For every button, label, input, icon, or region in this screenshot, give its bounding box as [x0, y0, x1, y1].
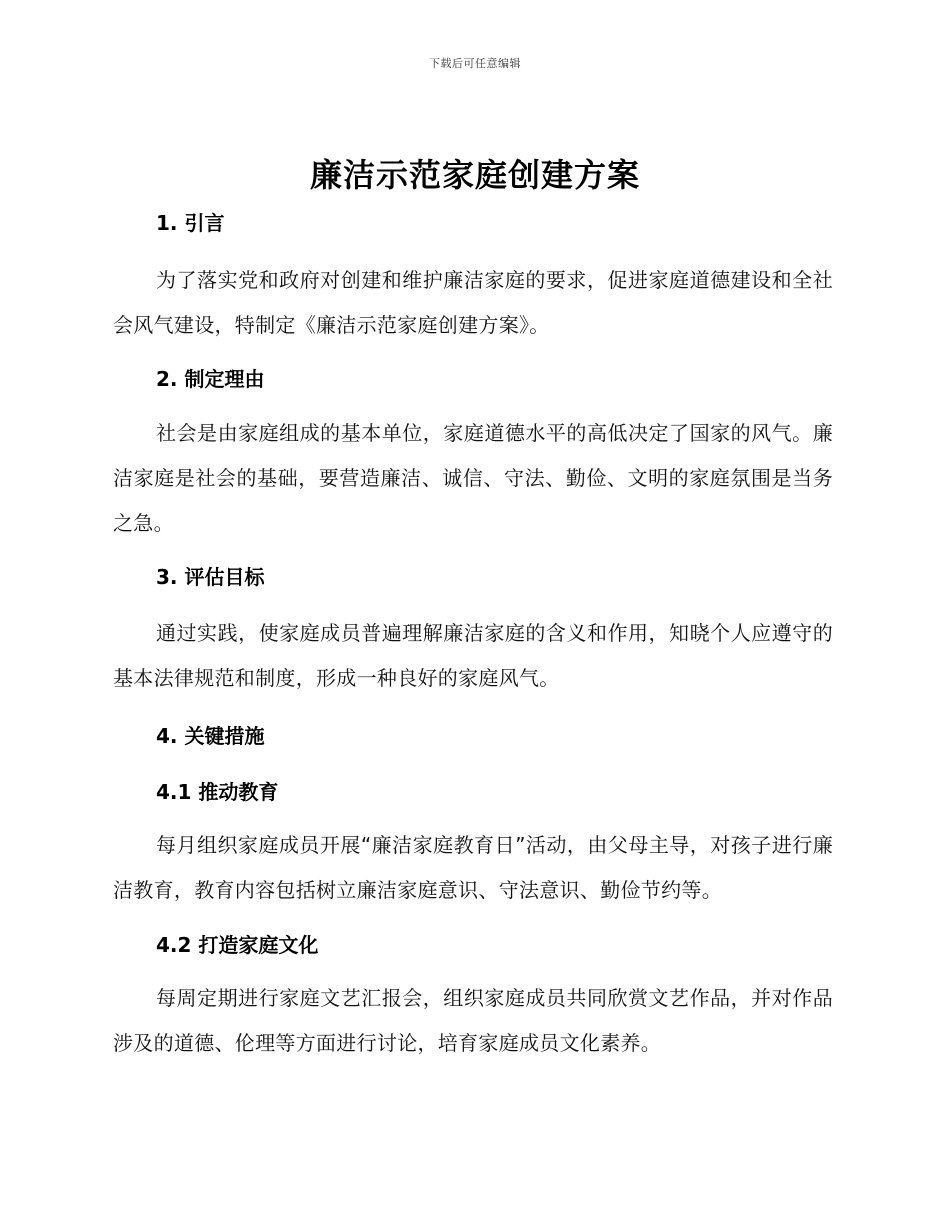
- document-body: [113, 205, 833, 1066]
- page-header-note: 下载后可任意编辑: [429, 57, 521, 70]
- section-heading-objectives: 3. 评估目标: [156, 565, 265, 589]
- paragraph-objectives: 通过实践，使家庭成员普遍理解廉洁家庭的含义和作用，知晓个人应遵守的基本法律规范和制度，形成一种良好的家庭风气。: [113, 621, 833, 690]
- paragraph-rationale: 社会是由家庭组成的基本单位，家庭道德水平的高低决定了国家的风气。廉洁家庭是社会的基础，要营造廉洁、诚信、守法、勤俭、文明的家庭氛围是当务之急。: [113, 421, 833, 535]
- paragraph-family-culture: 每周定期进行家庭文艺汇报会，组织家庭成员共同欣赏文艺作品，并对作品涉及的道德、伦理等方面进行讨论，培育家庭成员文化素养。: [113, 986, 833, 1055]
- document-title: 廉洁示范家庭创建方案: [309, 156, 640, 194]
- subsection-heading-family-culture: 4.2 打造家庭文化: [156, 933, 319, 957]
- section-heading-introduction: 1. 引言: [156, 211, 225, 235]
- section-heading-key-measures: 4. 关键措施: [156, 724, 265, 748]
- section-heading-rationale: 2. 制定理由: [156, 367, 265, 391]
- subsection-heading-education: 4.1 推动教育: [156, 780, 279, 804]
- paragraph-education: 每月组织家庭成员开展“廉洁家庭教育日”活动，由父母主导，对孩子进行廉洁教育，教育内容包括树立廉洁家庭意识、守法意识、勤俭节约等。: [113, 833, 833, 902]
- paragraph-introduction: 为了落实党和政府对创建和维护廉洁家庭的要求，促进家庭道德建设和全社会风气建设，特制定《廉洁示范家庭创建方案》。: [113, 268, 833, 337]
